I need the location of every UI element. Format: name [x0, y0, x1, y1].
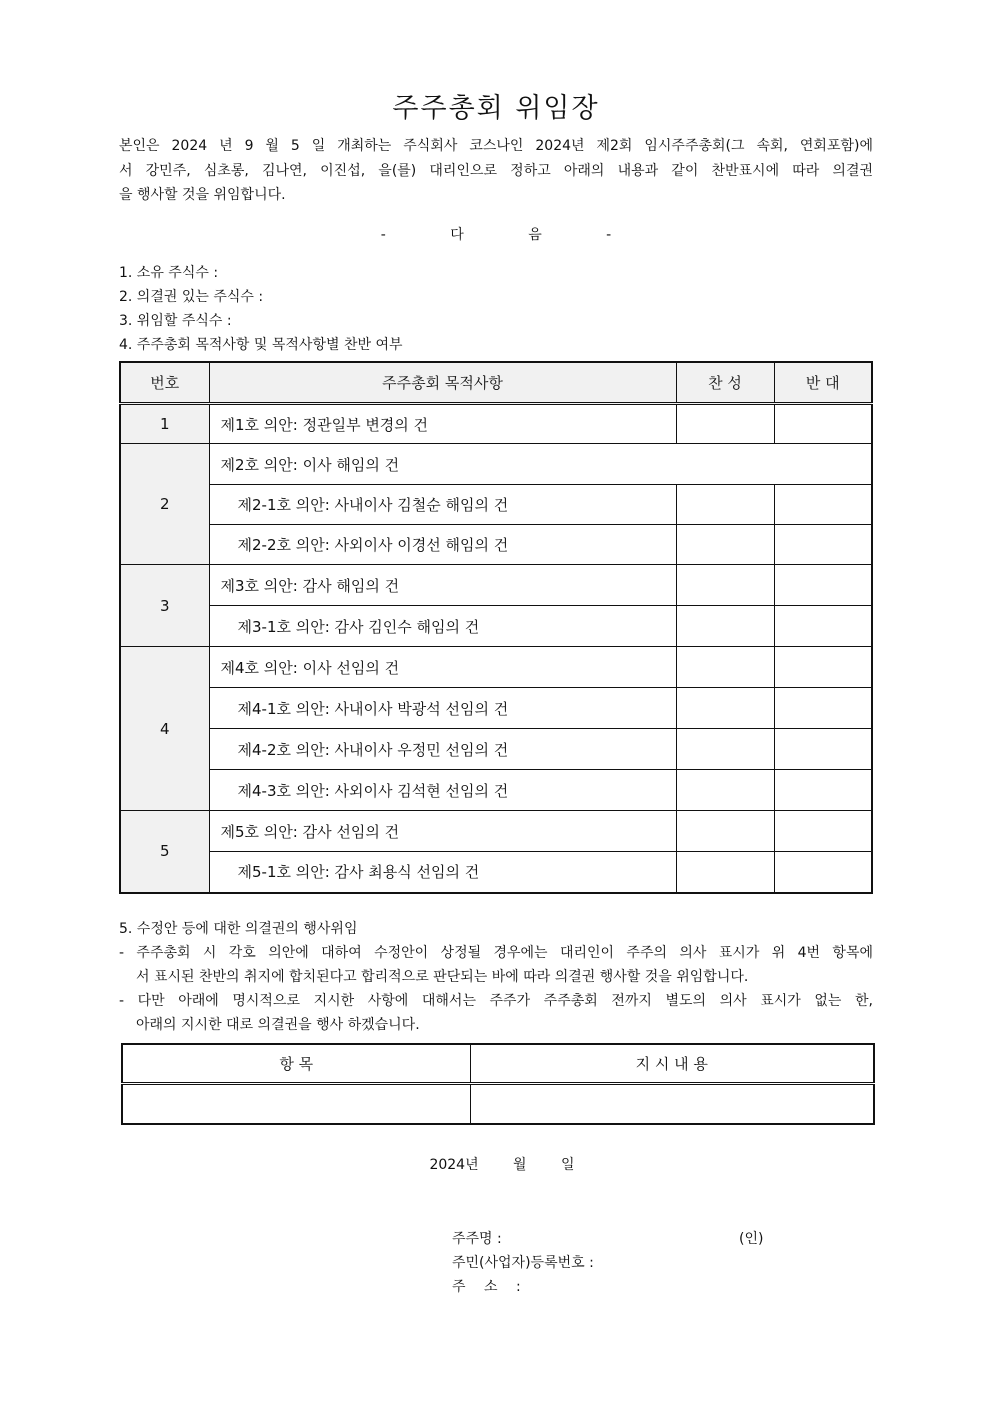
shareholder-name-label: 주주명 :	[452, 1231, 502, 1247]
table-row	[120, 729, 872, 770]
vote-against-cell[interactable]	[774, 647, 872, 688]
section5	[119, 917, 873, 1037]
section-divider-label: - 다 음 -	[380, 227, 612, 243]
agenda-description: 제2호 의안: 이사 해임의 건	[209, 444, 872, 485]
vote-for-cell[interactable]	[676, 525, 774, 565]
table-row	[120, 444, 872, 485]
agenda-header-row	[120, 362, 872, 404]
vote-against-cell[interactable]	[774, 811, 872, 852]
section5-para1-line1: - 주주총회 시 각호 의안에 대하여 수정안이 상정될 경우에는 대리인이 주주의 의사 표시가 위 4번 항목에	[119, 945, 873, 961]
vote-for-cell[interactable]	[676, 606, 774, 647]
header-item: 항 목	[122, 1044, 470, 1084]
header-for: 찬 성	[676, 362, 774, 404]
vote-against-cell[interactable]	[774, 606, 872, 647]
vote-against-cell[interactable]	[774, 565, 872, 606]
agenda-description: 제4호 의안: 이사 선임의 건	[209, 647, 676, 688]
agenda-description: 제2-2호 의안: 사외이사 이경선 해임의 건	[209, 525, 676, 565]
agenda-description: 제1호 의안: 정관일부 변경의 건	[209, 404, 676, 444]
header-no: 번호	[120, 362, 209, 404]
vote-against-cell[interactable]	[774, 852, 872, 893]
agenda-description: 제5-1호 의안: 감사 최용식 선임의 건	[209, 852, 676, 893]
vote-for-cell[interactable]	[676, 485, 774, 525]
vote-for-cell[interactable]	[676, 647, 774, 688]
agenda-number: 4	[120, 647, 209, 811]
agenda-description: 제4-1호 의안: 사내이사 박광석 선임의 건	[209, 688, 676, 729]
table-row	[122, 1084, 874, 1125]
section5-heading: 5. 수정안 등에 대한 의결권의 행사위임	[119, 921, 358, 937]
table-row	[120, 606, 872, 647]
vote-for-cell[interactable]	[676, 852, 774, 893]
vote-for-cell[interactable]	[676, 770, 774, 811]
document-title: 주주총회 위임장	[392, 93, 600, 124]
vote-for-cell[interactable]	[676, 688, 774, 729]
vote-against-cell[interactable]	[774, 688, 872, 729]
date-line: 2024년 월 일	[429, 1157, 575, 1173]
agenda-number: 3	[120, 565, 209, 647]
agenda-number: 2	[120, 444, 209, 565]
vote-for-cell[interactable]	[676, 404, 774, 444]
header-instruction: 지 시 내 용	[470, 1044, 874, 1084]
table-row	[120, 852, 872, 893]
agenda-description: 제5호 의안: 감사 선임의 건	[209, 811, 676, 852]
section5-para2-line2: 아래의 지시한 대로 의결권을 행사 하겠습니다.	[136, 1017, 420, 1033]
table-row	[120, 485, 872, 525]
header-agenda: 주주총회 목적사항	[209, 362, 676, 404]
vote-against-cell[interactable]	[774, 404, 872, 444]
intro-line: 을 행사할 것을 위임합니다.	[119, 187, 286, 203]
table-row	[120, 811, 872, 852]
instruction-table	[121, 1043, 875, 1125]
table-row	[120, 688, 872, 729]
address-label: 주 소 :	[452, 1279, 521, 1295]
intro-paragraph	[119, 134, 873, 208]
vote-for-cell[interactable]	[676, 565, 774, 606]
table-row	[120, 770, 872, 811]
header-against: 반 대	[774, 362, 872, 404]
section5-para1-line2: 서 표시된 찬반의 취지에 합치된다고 합리적으로 판단되는 바에 따라 의결권 행사할 것을 위임합니다.	[136, 969, 749, 985]
table-row	[120, 404, 872, 444]
agenda-description: 제3호 의안: 감사 해임의 건	[209, 565, 676, 606]
voting-shares-item: 2. 의결권 있는 주식수 :	[119, 289, 264, 305]
table-row	[120, 565, 872, 606]
table-row	[120, 525, 872, 565]
vote-for-cell[interactable]	[676, 811, 774, 852]
instruction-content-cell[interactable]	[470, 1084, 874, 1125]
vote-for-cell[interactable]	[676, 729, 774, 770]
intro-line: 본인은 2024 년 9 월 5 일 개최하는 주식회사 코스나인 2024년 제2회 임시주주총회(그 속회, 연회포함)에	[119, 138, 873, 154]
instruction-header-row	[122, 1044, 874, 1084]
intro-line: 서 강민주, 심초롱, 김나연, 이진섭, 을(를) 대리인으로 정하고 아래의 내용과 같이 찬반표시에 따라 의결권	[119, 162, 873, 179]
instruction-item-cell[interactable]	[122, 1084, 470, 1125]
agenda-table	[119, 361, 873, 894]
delegated-shares-item: 3. 위임할 주식수 :	[119, 313, 232, 329]
seal-mark: (인)	[739, 1231, 764, 1247]
vote-against-cell[interactable]	[774, 770, 872, 811]
section5-para2-line1: - 다만 아래에 명시적으로 지시한 사항에 대해서는 주주가 주주총회 전까지 별도의 의사 표시가 없는 한,	[119, 993, 873, 1009]
agenda-number: 1	[120, 404, 209, 444]
agenda-description: 제4-3호 의안: 사외이사 김석현 선임의 건	[209, 770, 676, 811]
agenda-description: 제2-1호 의안: 사내이사 김철순 해임의 건	[209, 485, 676, 525]
agenda-number: 5	[120, 811, 209, 893]
registration-number-label: 주민(사업자)등록번호 :	[452, 1255, 594, 1271]
agenda-item-heading: 4. 주주총회 목적사항 및 목적사항별 찬반 여부	[119, 337, 403, 353]
owned-shares-item: 1. 소유 주식수 :	[119, 265, 219, 281]
vote-against-cell[interactable]	[774, 485, 872, 525]
table-row	[120, 647, 872, 688]
vote-against-cell[interactable]	[774, 729, 872, 770]
agenda-description: 제4-2호 의안: 사내이사 우정민 선임의 건	[209, 729, 676, 770]
agenda-description: 제3-1호 의안: 감사 김인수 해임의 건	[209, 606, 676, 647]
vote-against-cell[interactable]	[774, 525, 872, 565]
